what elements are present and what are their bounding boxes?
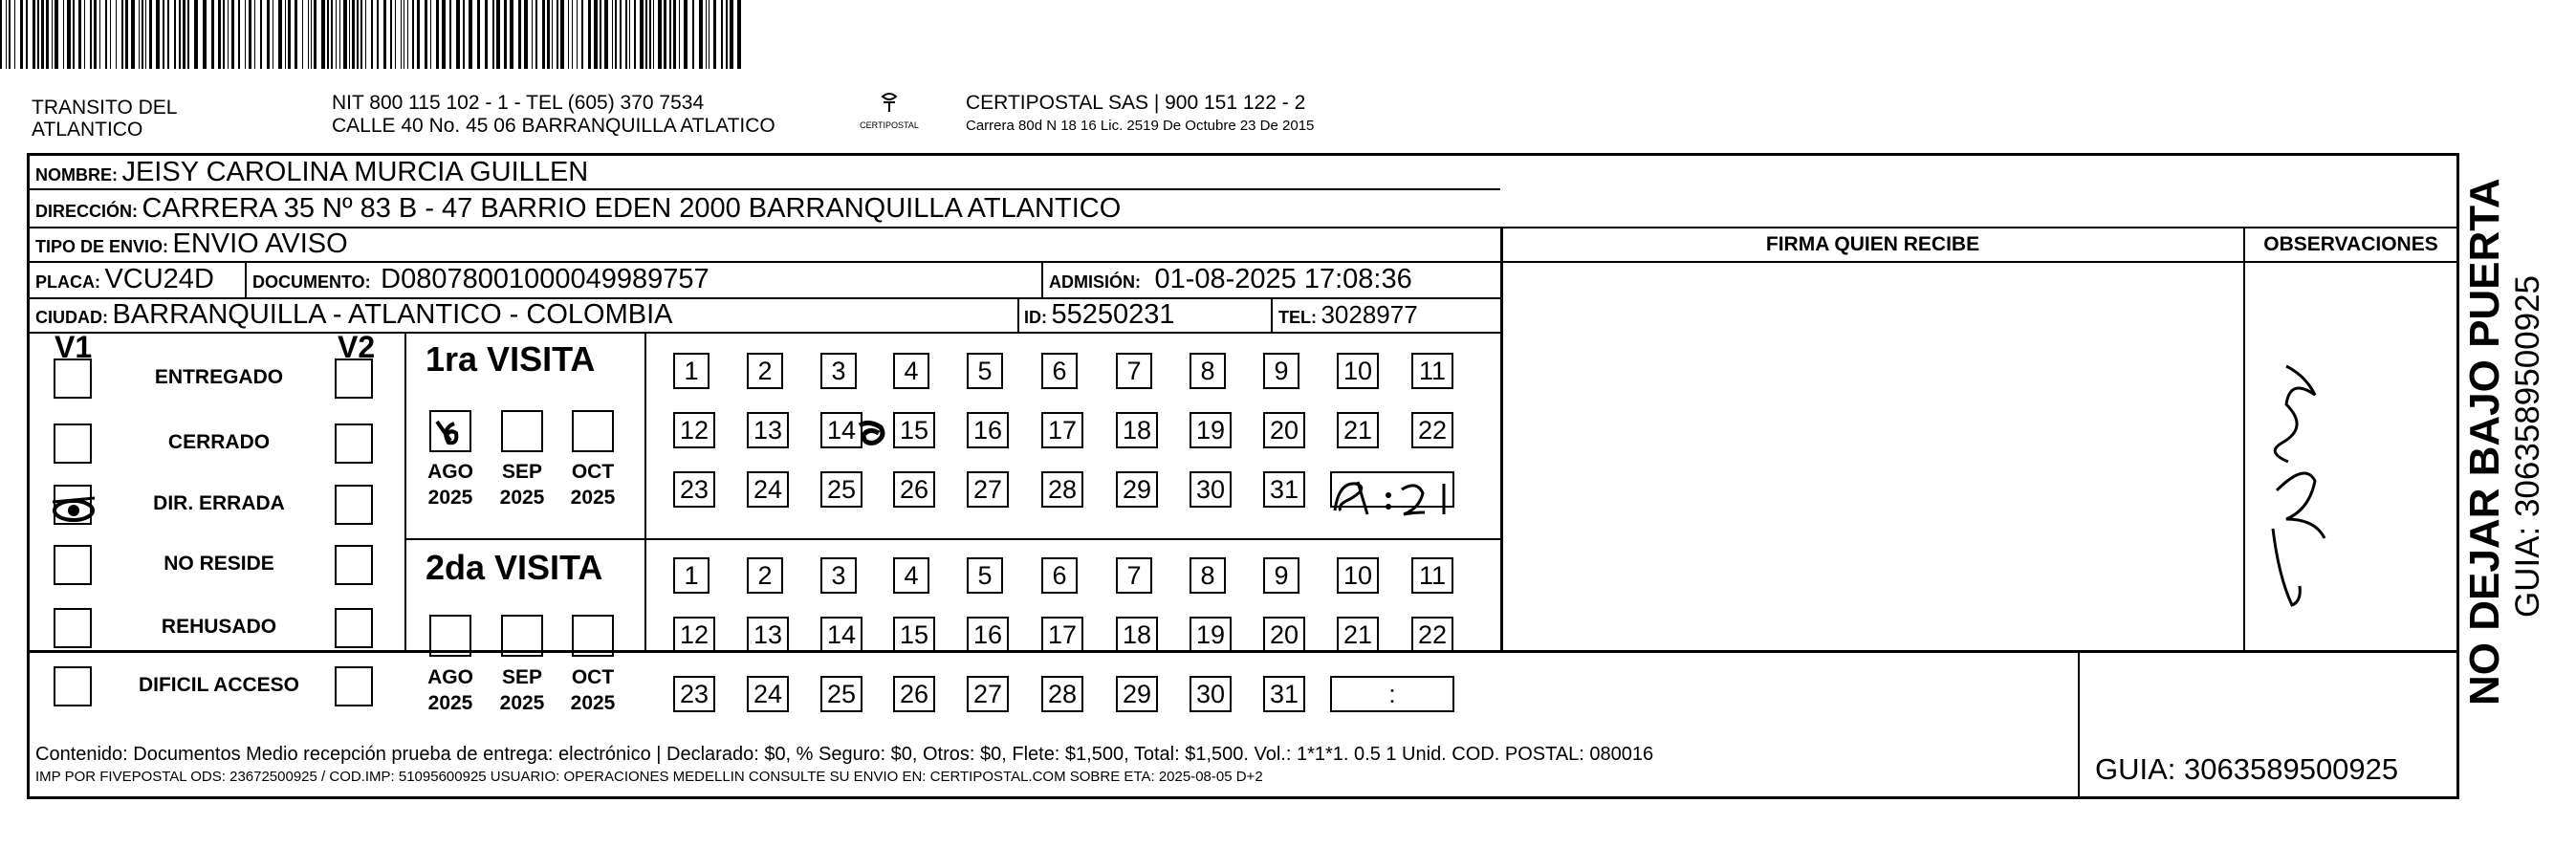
day-box-second[interactable]: 31: [1263, 676, 1305, 712]
handwritten-mark-dir-errada: [49, 489, 98, 532]
day-box-second[interactable]: 16: [967, 617, 1009, 653]
day-box-second[interactable]: 24: [747, 676, 789, 712]
month-checkbox-second[interactable]: [572, 615, 614, 657]
day-box-first[interactable]: 1: [673, 353, 709, 389]
day-box-first[interactable]: 18: [1116, 412, 1158, 448]
day-box-first[interactable]: 20: [1263, 412, 1305, 448]
carrier-logo-text: CERTIPOSTAL: [860, 120, 919, 130]
day-box-first[interactable]: 30: [1190, 471, 1232, 508]
placa-field: [35, 262, 214, 301]
day-box-first[interactable]: 11: [1411, 353, 1453, 389]
year-label: 2025: [570, 692, 616, 714]
status-label: DIR. ERRADA: [153, 492, 285, 514]
month-label: OCT: [571, 666, 615, 688]
side-title: NO DEJAR BAJO PUERTA: [2461, 178, 2508, 706]
status-label: DIFICIL ACCESO: [138, 674, 299, 696]
handwritten-time: [1325, 476, 1469, 520]
day-box-second[interactable]: 26: [893, 676, 935, 712]
v2-checkbox[interactable]: [335, 608, 373, 648]
placa-value: VCU24D: [104, 264, 214, 294]
ciudad-label: CIUDAD:: [35, 308, 108, 327]
documento-field: [252, 262, 709, 301]
second-visit-title: 2da VISITA: [426, 548, 603, 587]
v2-checkbox[interactable]: [335, 666, 373, 706]
year-label: 2025: [499, 487, 545, 509]
admision-field: [1049, 262, 1412, 301]
v2-checkbox[interactable]: [335, 485, 373, 525]
day-box-second[interactable]: 17: [1041, 617, 1083, 653]
day-box-second[interactable]: 5: [967, 557, 1003, 594]
footer-contenido: Contenido: Documentos Medio recepción prueba de entrega: electrónico | Declarado: $0, % Seguro: $0, Otros: $0, Flete: $1,500, Total: $1,500. Vol.: 1*1*1. 0.5 1 Unid. COD. POSTAL: 080016: [35, 744, 1654, 765]
id-label: ID:: [1024, 308, 1047, 327]
month-checkbox-first[interactable]: [501, 410, 543, 452]
id-value: 55250231: [1051, 299, 1175, 330]
month-label: AGO: [427, 666, 473, 688]
direccion-label: DIRECCIÓN:: [35, 202, 138, 221]
placa-label: PLACA:: [35, 272, 100, 292]
day-box-second[interactable]: 28: [1041, 676, 1083, 712]
v2-checkbox[interactable]: [335, 424, 373, 464]
day-box-second[interactable]: 23: [673, 676, 715, 712]
day-box-first[interactable]: 15: [893, 412, 935, 448]
v1-checkbox[interactable]: [54, 666, 92, 706]
firma-column-header: FIRMA QUIEN RECIBE: [1765, 233, 1980, 255]
day-box-first[interactable]: 12: [673, 412, 715, 448]
day-box-first[interactable]: 27: [967, 471, 1009, 508]
day-box-second[interactable]: 15: [893, 617, 935, 653]
v1-checkbox[interactable]: [54, 358, 92, 399]
day-box-first[interactable]: 6: [1041, 353, 1078, 389]
shipping-form: [27, 153, 2459, 799]
v2-checkbox[interactable]: [335, 358, 373, 399]
day-box-second[interactable]: 21: [1337, 617, 1379, 653]
tipo-envio-value: ENVIO AVISO: [172, 228, 348, 259]
day-box-second[interactable]: 22: [1411, 617, 1453, 653]
status-label: NO RESIDE: [164, 553, 274, 575]
side-notice: [2461, 178, 2572, 706]
footer-imp-line: IMP POR FIVEPOSTAL ODS: 23672500925 / COD.IMP: 51095600925 USUARIO: OPERACIONES MEDELLIN CONSULTE SU ENVIO EN: CERTIPOSTAL.COM SOBRE ETA: 2025-08-05 D+2: [35, 769, 1263, 785]
day-box-second[interactable]: 14: [820, 617, 862, 653]
v2-header: V2: [338, 330, 376, 364]
month-label: OCT: [571, 461, 615, 483]
day-box-second[interactable]: 19: [1190, 617, 1232, 653]
footer-guia: GUIA: 3063589500925: [2095, 752, 2399, 786]
day-box-first[interactable]: 22: [1411, 412, 1453, 448]
handwritten-mark-day-14: [854, 416, 892, 450]
day-box-first[interactable]: 28: [1041, 471, 1083, 508]
day-box-second[interactable]: 11: [1411, 557, 1453, 594]
sender-name-line2: ATLANTICO: [32, 119, 143, 141]
admision-label: ADMISIÓN:: [1049, 272, 1141, 292]
v1-checkbox[interactable]: [54, 424, 92, 464]
tipo-envio-label: TIPO DE ENVIO:: [35, 237, 169, 256]
month-label: SEP: [501, 461, 543, 483]
carrier-name: CERTIPOSTAL SAS | 900 151 122 - 2: [966, 92, 1306, 114]
day-box-first[interactable]: 14: [820, 412, 862, 448]
day-box-second[interactable]: 13: [747, 617, 789, 653]
v1-header: V1: [55, 330, 93, 364]
day-box-first[interactable]: 13: [747, 412, 789, 448]
handwritten-mark-ago: [429, 414, 468, 452]
day-box-first[interactable]: 8: [1190, 353, 1226, 389]
day-box-first[interactable]: 21: [1337, 412, 1379, 448]
barcode: [0, 0, 742, 69]
day-box-first[interactable]: 7: [1116, 353, 1152, 389]
day-box-second[interactable]: 3: [820, 557, 857, 594]
day-box-first[interactable]: 2: [747, 353, 783, 389]
month-label: SEP: [501, 666, 543, 688]
day-box-second[interactable]: 2: [747, 557, 783, 594]
day-box-first[interactable]: 4: [893, 353, 929, 389]
year-label: 2025: [427, 692, 473, 714]
day-box-first[interactable]: 17: [1041, 412, 1083, 448]
observaciones-column-header: OBSERVACIONES: [2263, 233, 2438, 255]
day-box-second[interactable]: 25: [820, 676, 862, 712]
day-box-first[interactable]: 31: [1263, 471, 1305, 508]
nombre-value: JEISY CAROLINA MURCIA GUILLEN: [121, 157, 589, 187]
v1-checkbox[interactable]: [54, 608, 92, 648]
ciudad-value: BARRANQUILLA - ATLANTICO - COLOMBIA: [112, 299, 673, 330]
day-box-first[interactable]: 23: [673, 471, 715, 508]
nombre-field: [35, 155, 588, 194]
day-box-first[interactable]: 24: [747, 471, 789, 508]
day-box-second[interactable]: 18: [1116, 617, 1158, 653]
carrier-license: Carrera 80d N 18 16 Lic. 2519 De Octubre 23 De 2015: [966, 118, 1315, 134]
day-box-second[interactable]: 9: [1263, 557, 1299, 594]
month-checkbox-first[interactable]: [572, 410, 614, 452]
v2-checkbox[interactable]: [335, 545, 373, 585]
sender-nit: NIT 800 115 102 - 1 - TEL (605) 370 7534: [332, 92, 705, 114]
sender-address: CALLE 40 No. 45 06 BARRANQUILLA ATLATICO: [332, 115, 775, 137]
side-guia: GUIA: 3063589500925: [2509, 274, 2546, 619]
year-label: 2025: [570, 487, 616, 509]
admision-value: 01-08-2025 17:08:36: [1154, 264, 1412, 294]
status-label: REHUSADO: [161, 616, 277, 638]
id-field: [1024, 297, 1174, 337]
time-box-second[interactable]: :: [1330, 676, 1454, 712]
documento-label: DOCUMENTO:: [252, 272, 371, 292]
day-box-first[interactable]: 26: [893, 471, 935, 508]
day-box-second[interactable]: 30: [1190, 676, 1232, 712]
v1-checkbox[interactable]: [54, 545, 92, 585]
day-box-second[interactable]: 29: [1116, 676, 1158, 712]
status-label: CERRADO: [167, 431, 271, 453]
observaciones-signature: [2248, 347, 2363, 624]
direccion-value: CARRERA 35 Nº 83 B - 47 BARRIO EDEN 2000 BARRANQUILLA ATLANTICO: [142, 193, 1122, 224]
sender-name-line1: TRANSITO DEL: [32, 97, 178, 119]
day-box-second[interactable]: 8: [1190, 557, 1226, 594]
day-box-first[interactable]: 25: [820, 471, 862, 508]
tel-label: TEL:: [1278, 308, 1317, 327]
tel-field: [1278, 297, 1418, 337]
day-box-first[interactable]: 10: [1337, 353, 1379, 389]
day-box-first[interactable]: 9: [1263, 353, 1299, 389]
month-checkbox-second[interactable]: [429, 615, 471, 657]
day-box-second[interactable]: 12: [673, 617, 715, 653]
documento-value: D08078001000049989757: [381, 264, 709, 294]
day-box-second[interactable]: 27: [967, 676, 1009, 712]
day-box-second[interactable]: 7: [1116, 557, 1152, 594]
first-visit-title: 1ra VISITA: [426, 339, 596, 379]
year-label: 2025: [499, 692, 545, 714]
day-box-first[interactable]: 3: [820, 353, 857, 389]
day-box-second[interactable]: 20: [1263, 617, 1305, 653]
day-box-second[interactable]: 1: [673, 557, 709, 594]
year-label: 2025: [427, 487, 473, 509]
day-box-first[interactable]: 16: [967, 412, 1009, 448]
day-box-second[interactable]: 4: [893, 557, 929, 594]
nombre-label: NOMBRE:: [35, 165, 118, 185]
direccion-field: [35, 191, 1121, 230]
day-box-first[interactable]: 19: [1190, 412, 1232, 448]
day-box-second[interactable]: 10: [1337, 557, 1379, 594]
month-checkbox-second[interactable]: [501, 615, 543, 657]
month-label: AGO: [427, 461, 473, 483]
tel-value: 3028977: [1321, 300, 1418, 329]
tipo-envio-field: [35, 227, 348, 266]
day-box-second[interactable]: 6: [1041, 557, 1078, 594]
day-box-first[interactable]: 29: [1116, 471, 1158, 508]
status-label: ENTREGADO: [154, 366, 284, 388]
carrier-logo: [851, 89, 928, 137]
day-box-first[interactable]: 5: [967, 353, 1003, 389]
